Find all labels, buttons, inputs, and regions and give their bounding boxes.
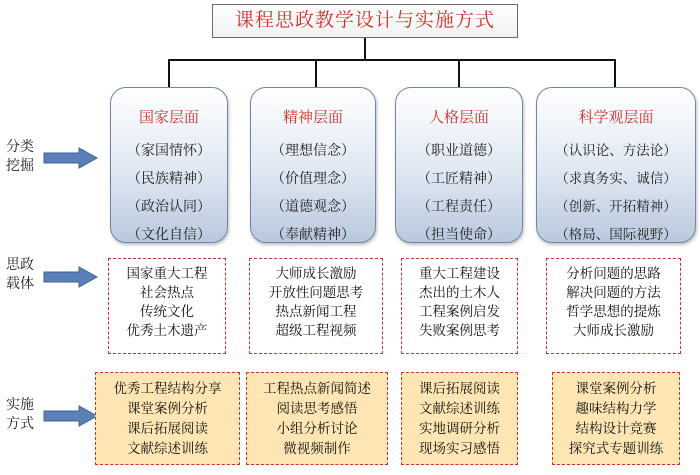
method-item: 探究式专题训练	[568, 441, 664, 457]
layer-item: （家国情怀）	[127, 143, 211, 159]
layer-title: 人格层面	[428, 108, 489, 126]
carrier-item: 传统文化	[140, 304, 194, 320]
layer-box-national	[110, 87, 228, 243]
layer-item: （价值理念）	[271, 171, 355, 187]
carrier-item: 超级工程视频	[275, 323, 357, 339]
layer-title: 科学观层面	[578, 108, 654, 126]
layer-item: （求真务实、诚信）	[555, 171, 677, 187]
method-box-personality	[401, 372, 518, 465]
carrier-item: 哲学思想的提炼	[566, 304, 661, 320]
carrier-item: 解决问题的方法	[566, 285, 661, 301]
layer-box-personality	[395, 87, 523, 243]
carrier-box-national	[108, 258, 226, 354]
carrier-box-personality	[401, 258, 518, 354]
layer-item: （奉献精神）	[271, 227, 355, 243]
method-item: 课堂案例分析	[575, 381, 657, 397]
layer-item: （职业道德）	[417, 143, 501, 159]
carrier-item: 热点新闻工程	[275, 304, 357, 320]
method-item: 课后拓展阅读	[419, 381, 500, 397]
row-label-implementation: 实施 方式	[6, 397, 34, 432]
carrier-box-spirit	[249, 258, 383, 354]
method-item: 实地调研分析	[419, 421, 500, 437]
method-item: 课堂案例分析	[127, 401, 208, 417]
diagram-title: 课程思政教学设计与实施方式	[212, 4, 518, 38]
carrier-item: 重大工程建设	[419, 266, 500, 282]
row-label-classification: 分类 挖掘	[6, 139, 34, 174]
method-item: 文献综述训练	[127, 441, 208, 457]
carrier-box-science	[546, 258, 681, 354]
connector-stem-2	[315, 59, 317, 88]
connector-stem-3	[458, 59, 460, 88]
layer-title: 国家层面	[138, 108, 199, 126]
carrier-item: 失败案例思考	[419, 323, 500, 339]
carrier-item: 工程案例启发	[419, 304, 500, 320]
layer-item: （道德观念）	[271, 199, 355, 215]
carrier-item: 大师成长激励	[573, 323, 654, 339]
layer-item: （工程责任）	[417, 199, 501, 215]
connector-horizontal	[168, 59, 615, 61]
method-box-science	[552, 372, 680, 465]
layer-item: （理想信念）	[271, 143, 355, 159]
method-item: 小组分析讨论	[276, 421, 358, 437]
layer-title: 精神层面	[282, 108, 343, 126]
carrier-item: 分析问题的思路	[566, 266, 661, 282]
layer-item: （创新、开拓精神）	[555, 199, 677, 215]
method-box-national	[95, 372, 240, 465]
method-item: 课后拓展阅读	[127, 421, 208, 437]
layer-box-science	[536, 87, 696, 243]
layer-item: （格局、国际视野）	[555, 227, 677, 243]
method-item: 结构设计竞赛	[575, 421, 657, 437]
carrier-item: 杰出的土木人	[419, 285, 500, 301]
method-item: 文献综述训练	[419, 401, 500, 417]
method-item: 微视频制作	[283, 441, 351, 457]
arrow-right-icon	[43, 266, 99, 288]
method-item: 工程热点新闻简述	[263, 381, 371, 397]
layer-item: （民族精神）	[127, 171, 211, 187]
layer-item: （政治认同）	[127, 199, 211, 215]
connector-stem-1	[168, 59, 170, 88]
layer-item: （工匠精神）	[417, 171, 501, 187]
method-item: 现场实习感悟	[419, 441, 500, 457]
layer-item: （文化自信）	[127, 227, 211, 243]
row-label-carriers: 思政 载体	[6, 257, 34, 292]
carrier-item: 社会热点	[140, 285, 194, 301]
carrier-item: 大师成长激励	[275, 266, 357, 282]
arrow-right-icon	[43, 405, 99, 427]
method-box-spirit	[246, 372, 388, 465]
carrier-item: 国家重大工程	[126, 266, 208, 282]
connector-stem-4	[614, 59, 616, 88]
carrier-item: 优秀土木遗产	[126, 323, 208, 339]
arrow-right-icon	[43, 147, 99, 169]
connector-title-stem	[364, 38, 366, 60]
layer-item: （认识论、方法论）	[555, 143, 677, 159]
layer-box-spirit	[250, 87, 376, 243]
layer-item: （担当使命）	[417, 227, 501, 243]
method-item: 优秀工程结构分享	[113, 381, 222, 397]
method-item: 阅读思考感悟	[276, 401, 358, 417]
method-item: 趣味结构力学	[575, 401, 657, 417]
carrier-item: 开放性问题思考	[268, 285, 364, 301]
